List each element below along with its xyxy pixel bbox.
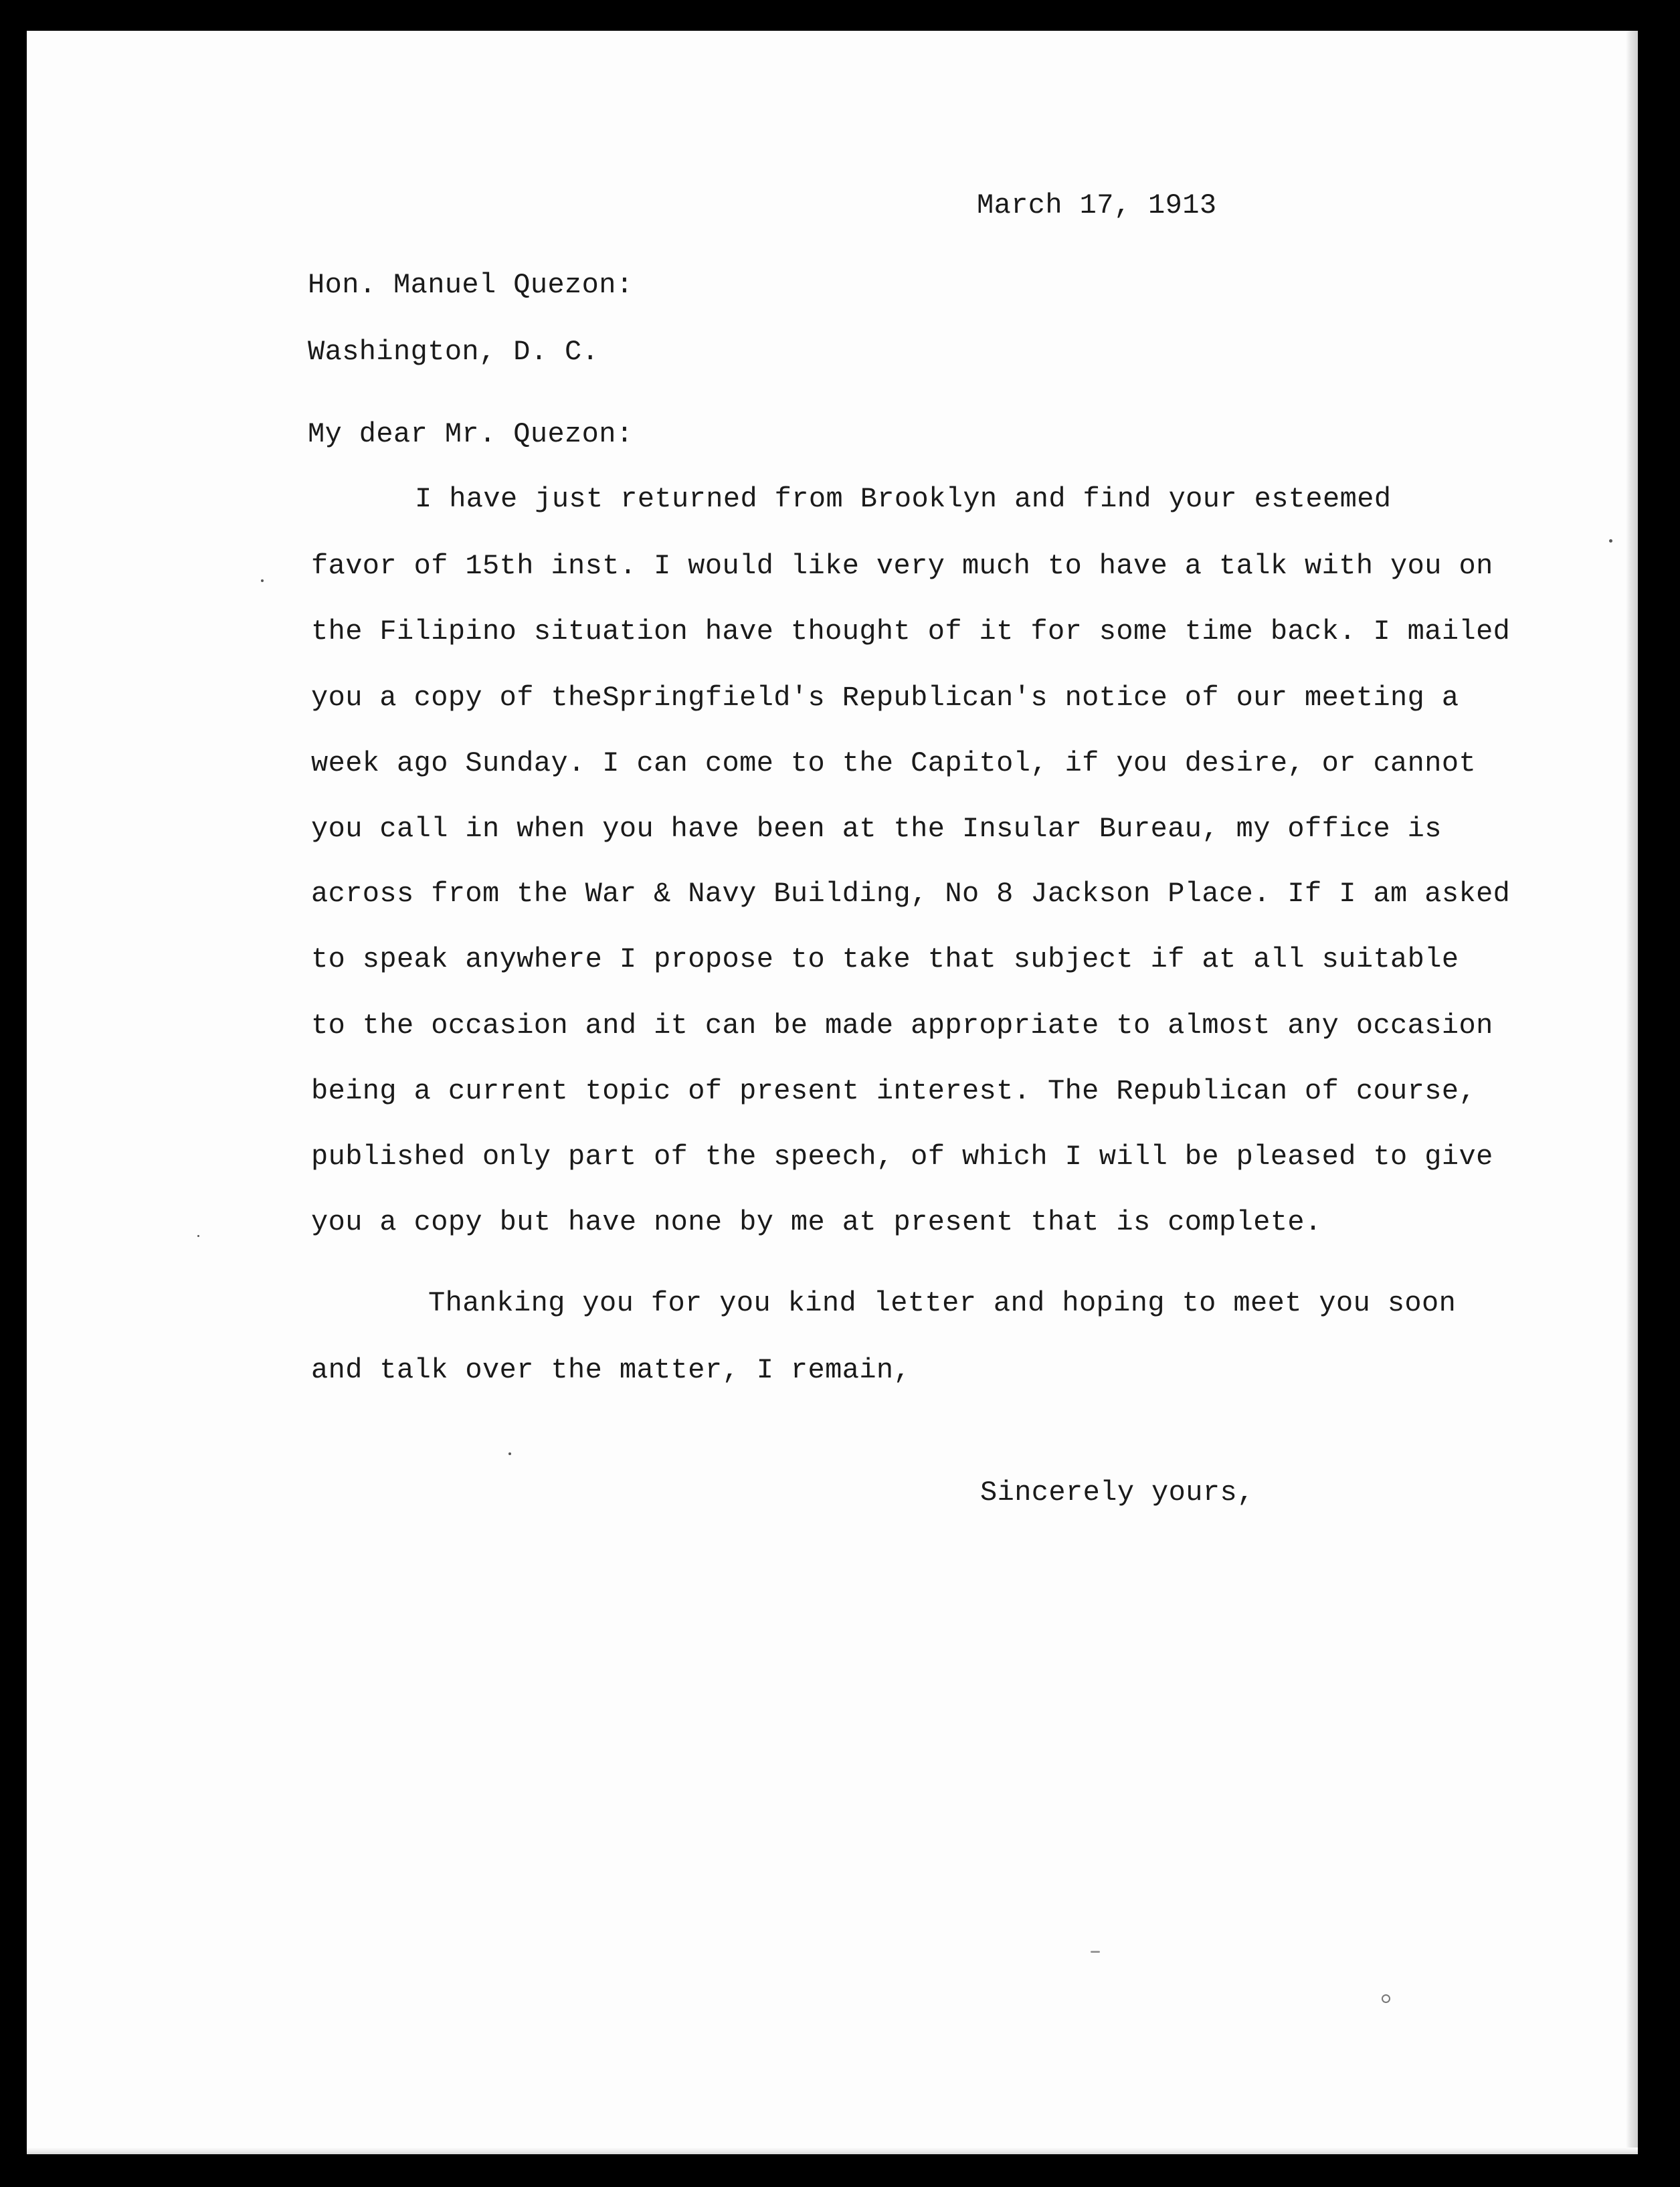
letter-page	[27, 31, 1638, 2154]
body-line: favor of 15th inst. I would like very much to have a talk with you on	[311, 550, 1493, 582]
body-line: you a copy but have none by me at present that is complete.	[311, 1206, 1322, 1238]
body-line: to the occasion and it can be made appropriate to almost any occasion	[311, 1010, 1493, 1042]
body-line: to speak anywhere I propose to take that subject if at all suitable	[311, 943, 1459, 975]
closing: Sincerely yours,	[980, 1477, 1254, 1509]
scan-speck	[261, 579, 264, 582]
body-line: the Filipino situation have thought of it for some time back. I mailed	[311, 615, 1511, 648]
recipient-address: Washington, D. C.	[308, 336, 599, 368]
scan-bottom-shadow	[27, 2148, 1638, 2154]
salutation: My dear Mr. Quezon:	[308, 418, 634, 450]
letter-date: March 17, 1913	[977, 189, 1217, 221]
body-line: across from the War & Navy Building, No 8 Jackson Place. If I am asked	[311, 878, 1511, 910]
scan-speck	[197, 1235, 199, 1237]
scan-edge-shadow	[1626, 31, 1638, 2154]
body-line: and talk over the matter, I remain,	[311, 1354, 911, 1386]
recipient-name: Hon. Manuel Quezon:	[308, 269, 634, 301]
body-line: I have just returned from Brooklyn and find your esteemed	[415, 483, 1392, 515]
scan-speck	[508, 1452, 511, 1455]
scan-speck	[1091, 1951, 1100, 1953]
body-line: published only part of the speech, of which I will be pleased to give	[311, 1141, 1493, 1173]
body-line: you a copy of theSpringfield's Republican's notice of our meeting a	[311, 682, 1459, 714]
body-line: being a current topic of present interest. The Republican of course,	[311, 1075, 1477, 1107]
scan-speck	[1382, 1994, 1390, 2003]
scan-speck	[1609, 539, 1612, 543]
body-line: Thanking you for you kind letter and hoping to meet you soon	[428, 1287, 1457, 1319]
body-line: you call in when you have been at the Insular Bureau, my office is	[311, 813, 1442, 845]
body-line: week ago Sunday. I can come to the Capitol, if you desire, or cannot	[311, 747, 1477, 779]
